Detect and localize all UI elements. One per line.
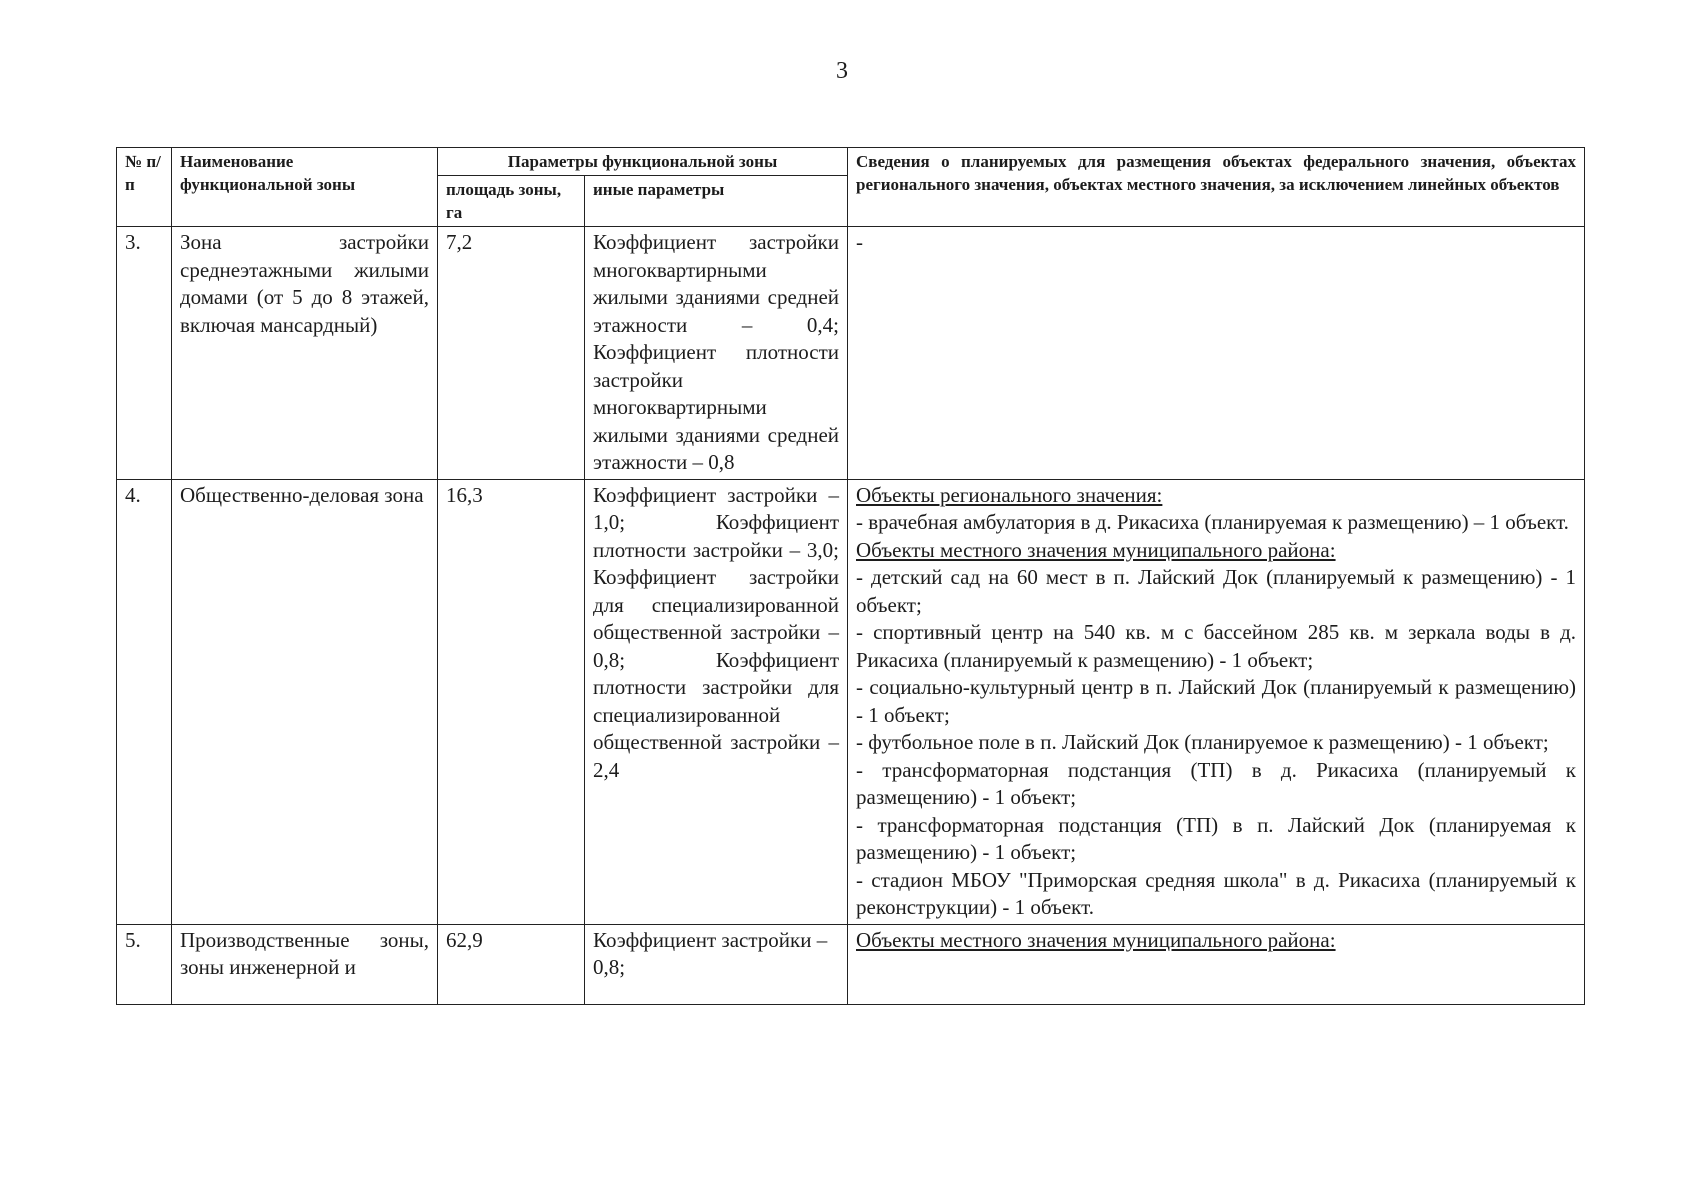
row-num: 4.	[117, 479, 172, 924]
header-row	[117, 148, 1585, 176]
zone-area: 16,3	[438, 479, 585, 924]
page-number: 3	[836, 58, 848, 84]
header-objects: Сведения о планируемых для размещения объектах федерального значения, объектах регионального значения, объектах местного значения, за исключением линейных объектов	[848, 148, 1585, 227]
zone-objects: -	[848, 227, 1585, 480]
zone-params: Коэффициент застройки многоквартирными жилыми зданиями средней этажности – 0,4; Коэффициент плотности застройки многоквартирными жилыми зданиями средней этажности – 0,8	[585, 227, 848, 480]
local-item: - футбольное поле в п. Лайский Док (планируемое к размещению) - 1 объект;	[856, 730, 1549, 754]
zone-objects	[848, 479, 1585, 924]
zone-params: Коэффициент застройки – 1,0; Коэффициент плотности застройки – 3,0; Коэффициент застройки для специализированной общественной застройки – 0,8; Коэффициент плотности застройки для специализированной общественной застройки – 2,4	[585, 479, 848, 924]
regional-item: - врачебная амбулатория в д. Рикасиха (планируемая к размещению) – 1 объект.	[856, 510, 1569, 534]
local-heading: Объекты местного значения муниципального района:	[856, 927, 1336, 952]
zone-area: 7,2	[438, 227, 585, 480]
table-row	[117, 479, 1585, 924]
row-num: 3.	[117, 227, 172, 480]
local-item: - спортивный центр на 540 кв. м с бассейном 285 кв. м зеркала воды в д. Рикасиха (планируемый к размещению) - 1 объект;	[856, 620, 1576, 672]
header-other: иные параметры	[585, 176, 848, 227]
zone-params: Коэффициент застройки – 0,8;	[585, 924, 848, 1004]
local-item: - детский сад на 60 мест в п. Лайский Док (планируемый к размещению) - 1 объект;	[856, 565, 1576, 617]
header-area: площадь зоны, га	[438, 176, 585, 227]
zone-area: 62,9	[438, 924, 585, 1004]
local-item: - трансформаторная подстанция (ТП) в д. Рикасиха (планируемый к размещению) - 1 объект;	[856, 757, 1576, 809]
zone-name: Общественно-деловая зона	[172, 479, 438, 924]
zone-name: Зона застройки среднеэтажными жилыми домами (от 5 до 8 этажей, включая мансардный)	[172, 227, 438, 480]
zone-objects	[848, 924, 1585, 1004]
header-num: № п/п	[117, 148, 172, 227]
table-row	[117, 924, 1585, 1004]
header-params: Параметры функциональной зоны	[438, 148, 848, 176]
functional-zones-table	[116, 147, 1585, 1005]
local-item: - трансформаторная подстанция (ТП) в п. Лайский Док (планируемая к размещению) - 1 объект;	[856, 812, 1576, 864]
local-item: - стадион МБОУ "Приморская средняя школа" в д. Рикасиха (планируемый к реконструкции) - 1 объект.	[856, 867, 1576, 919]
row-num: 5.	[117, 924, 172, 1004]
regional-heading: Объекты регионального значения:	[856, 482, 1163, 507]
zone-name: Производственные зоны, зоны инженерной и	[172, 924, 438, 1004]
table-row	[117, 227, 1585, 480]
local-item: - социально-культурный центр в п. Лайский Док (планируемый к размещению) - 1 объект;	[856, 675, 1576, 727]
header-name: Наименование функциональной зоны	[172, 148, 438, 227]
local-heading: Объекты местного значения муниципального района:	[856, 537, 1336, 562]
